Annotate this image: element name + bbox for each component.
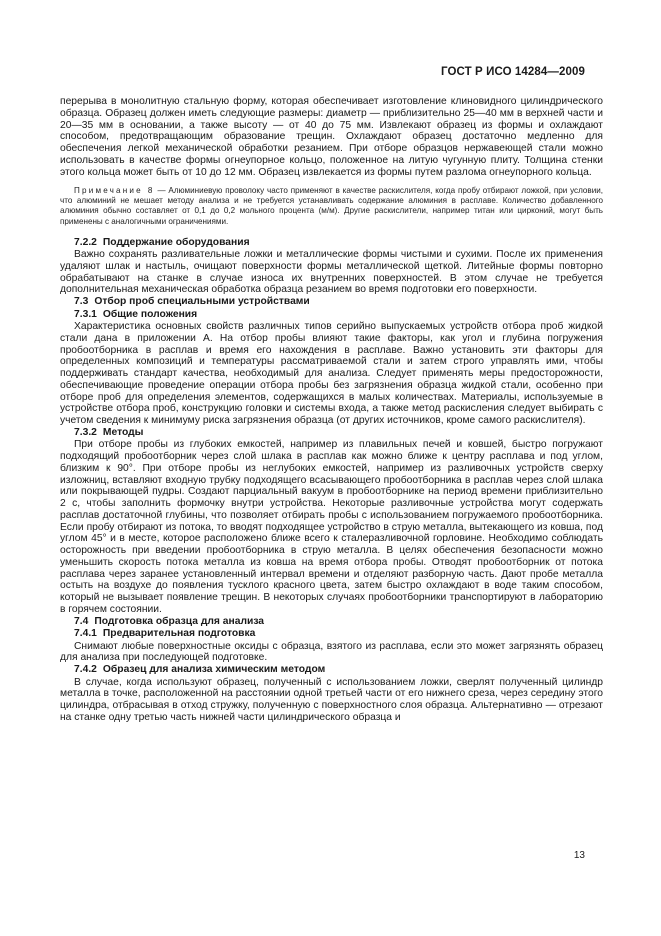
note-label: Примечание 8 [74, 186, 155, 196]
note-8 [60, 186, 603, 226]
heading-7-3-1 [60, 309, 603, 322]
heading-title: Поддержание оборудования [102, 236, 250, 248]
heading-7-4 [60, 616, 603, 629]
heading-title: Предварительная подготовка [102, 628, 256, 640]
heading-number: 7.4.1 [74, 628, 97, 640]
heading-7-4-1 [60, 628, 603, 641]
heading-number: 7.4 [74, 615, 89, 627]
paragraph-7-3-2: При отборе пробы из глубоких емкостей, например из плавильных печей и ковшей, быстро погружают подходящий пробоотборник через слой шлака в расплав как можно ближе к центру расплава и под углом, близким к 90°. При отборе пробы из неглубоких емкостей, например из разливочных устройств сверху изложниц, вставляют входную трубку подходящего всасывающего пробоотборника в расплав через слой шлака или покрывающей пудры. Создают парциальный вакуум в пробоотборнике на период времени приблизительно 2 с, чтобы заполнить формочку внутри устройства. Некоторые разливочные устройства могут содержать расплав достаточной глубины, что позволяет отбирать пробы с использованием погружаемого пробоотборника. Если пробу отбирают из потока, то вводят подходящее устройство в струю металла, вытекающего из ковша, под углом 45° и в месте, которое расположено ближе всего к сталеразливочной горловине. Необходимо соблюдать осторожность при введении пробоотборника в струю металла. В целях обеспечения безопасности можно уменьшить скорость потока металла из ковша на время отбора пробы. Отводят пробоотборник от потока расплава через заранее установленный интервал времени и отделяют разборную часть. Дают пробе металла остыть на воздухе до появления тусклого красного цвета, затем быстро охлаждают в воде таким способом, который не вызывает появление трещин. В некоторых случаях пробоотборники транспортируют в лабораторию в горячем состоянии. [60, 439, 603, 615]
heading-7-3-2 [60, 427, 603, 440]
intro-paragraph: перерыва в монолитную стальную форму, которая обеспечивает изготовление клиновидного цилиндрического образца. Образец должен иметь следующие размеры: диаметр — приблизительно 25—40 мм в верхней части и 20—35 мм в основании, а также высоту — от 40 до 75 мм. Извлекают образец из формы и охлаждают способом, предотвращающим образование трещин. Охлаждают образец достаточно медленно для обеспечения легкой механической обработки резанием. При отборе образцов нержавеющей стали можно использовать в качестве формы огнеупорное кольцо, положенное на литую чугунную плиту. Толщина стенки этого кольца может быть от 10 до 12 мм. Образец извлекается из формы путем разлома огнеупорного кольца. [60, 96, 603, 178]
heading-7-3 [60, 296, 603, 309]
heading-title: Отбор проб специальными устройствами [94, 296, 310, 308]
paragraph-7-3-1: Характеристика основных свойств различных типов серийно выпускаемых устройств отбора проб жидкой стали дана в приложении А. На отбор пробы влияют такие факторы, как угол и глубина погружения пробоотборника в расплав и время его нахождения в расплаве. Важно установить эти факторы для определенных композиций и температуры рассматриваемой стали и затем строго управлять ими, чтобы поддерживать стандарт качества, необходимый для анализа. Следует применять меры предосторожности, обеспечивающие проведение операции отбора пробы без загрязнения образца жидкой стали, особенно при отборе проб для определения элементов, содержащихся в малых количествах. Материалы, используемые в устройстве отбора проб, конструкцию головки и системы входа, а также метод раскисления следует выбирать с учетом сведения к минимуму риска загрязнения образца (от других источников, кроме самого раскислителя). [60, 321, 603, 427]
standard-designation: ГОСТ Р ИСО 14284—2009 [440, 66, 585, 78]
heading-number: 7.3.1 [74, 308, 97, 320]
heading-title: Методы [102, 426, 144, 438]
heading-number: 7.3.2 [74, 426, 97, 438]
heading-number: 7.3 [74, 296, 89, 308]
page-number: 13 [573, 850, 585, 861]
heading-7-2-2 [60, 237, 603, 250]
note-text: — Алюминиевую проволоку часто применяют в качестве раскислителя, когда пробу отбирают ложкой, при условии, что алюминий не мешает методу анализа и не требуется устанавливать содержание алюминия в расплаве. Количество добавленного алюминия обычно составляет от 0,1 до 0,2 мольного процента (м/м). Другие раскислители, например титан или цирконий, могут быть применены с аналогичными ограничениями. [60, 186, 603, 226]
paragraph-7-2-2: Важно сохранять разливательные ложки и металлические формы чистыми и сухими. После их применения удаляют шлак и настыль, очищают поверхности формы металлической щеткой. Литейные формы повторно обрабатывают на станке в случае износа их внутренних поверхностей. В этом случае не требуется дополнительная механическая обработка образца резанием во время подготовки его поверхности. [60, 249, 603, 296]
heading-title: Общие положения [102, 308, 198, 320]
paragraph-7-4-2: В случае, когда используют образец, полученный с использованием ложки, сверлят полученный цилиндр металла в точке, расположенной на расстоянии одной третьей части от его нижнего среза, через середину этого цилиндра, отбрасывая в отход стружку, полученную с поверхностного слоя образца. Альтернативно — отрезают на станке одну третью часть нижней части цилиндрического образца и [60, 676, 603, 723]
paragraph-7-4-1: Снимают любые поверхностные оксиды с образца, взятого из расплава, если это может загрязнять образец для анализа при последующей подготовке. [60, 640, 603, 664]
heading-number: 7.4.2 [74, 664, 97, 676]
heading-title: Образец для анализа химическим методом [102, 664, 326, 676]
heading-number: 7.2.2 [74, 236, 97, 248]
heading-title: Подготовка образца для анализа [94, 615, 265, 627]
heading-7-4-2 [60, 664, 603, 677]
page-body [60, 96, 603, 724]
